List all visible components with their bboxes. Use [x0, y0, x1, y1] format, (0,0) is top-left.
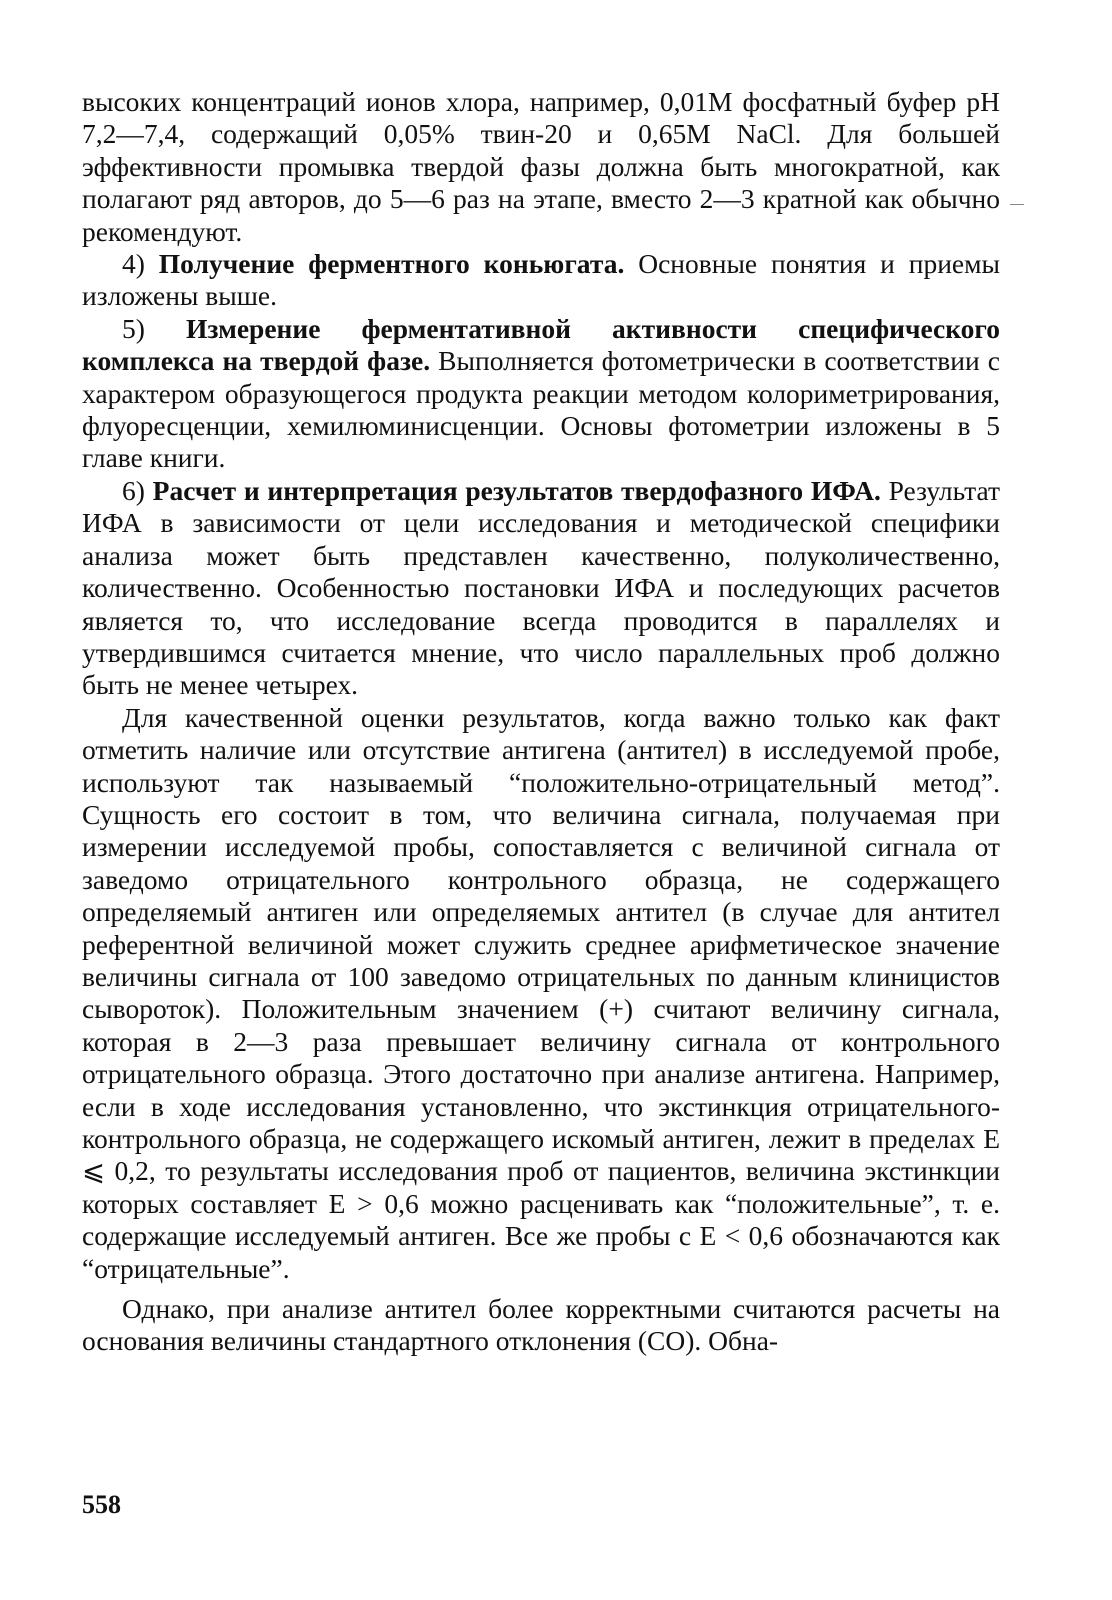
paragraph-3-text: Выполняется фотометрически в соответствии с характером образующегося продукта реакции методом колориметрирования, флуоресценции, хемилюминисценции. Основы фотометрии изложены в 5 главе книги. — [82, 345, 1000, 474]
paragraph-2-text: Основные понятия и приемы изложены выше. — [82, 248, 1000, 312]
heading-results-interpretation: Расчет и интерпретация результатов твердофазного ИФА. — [152, 474, 881, 506]
page-number: 558 — [82, 1490, 121, 1519]
heading-enzyme-conjugate: Получение ферментного коньюгата. — [158, 248, 625, 280]
paragraph-2 — [82, 248, 1000, 313]
list-number-5: 5) — [122, 312, 187, 344]
heading-enzymatic-activity: Измерение ферментативной активности специфического комплекса на твердой фазе. — [82, 312, 1000, 377]
paragraph-4-text: Результат ИФА в зависимости от цели исследования и методической специфики анализа может быть представлен качественно, полуколичественно, количественно. Особенностью постановки ИФА и последующих расчетов является то, что исследование всегда проводится в параллелях и утвердившимся считается мнение, что число параллельных проб должно быть не менее четырех. — [82, 474, 1000, 701]
paragraph-1: высоких концентраций ионов хлора, например, 0,01М фосфатный буфер pH 7,2—7,4, содержащий 0,05% твин-20 и 0,65М NaCl. Для большей эффективности промывка твердой фазы должна быть многократной, как полагают ряд авторов, до 5—6 раз на этапе, вместо 2—3 кратной как обычно рекомендуют. — [82, 86, 1000, 247]
paragraph-4 — [82, 475, 1000, 702]
list-number-4: 4) — [122, 248, 159, 280]
paragraph-5: Для качественной оценки результатов, когда важно только как факт отметить наличие или отсутствие антигена (антител) в исследуемой пробе, используют так называемый “положительно-отрицательный метод”. Сущность его состоит в том, что величина сигнала, получаемая при измерении исследуемой пробы, сопоставляется с величиной сигнала от заведомо отрицательного контрольного образца, не содержащего определяемый антиген или определяемых антител (в случае для антител референтной величиной может служить среднее арифметическое значение величины сигнала от 100 заведомо отрицательных по данным клиницистов сывороток). Положительным значением (+) считают величину сигнала, которая в 2—3 раза превышает величину сигнала от контрольного отрицательного образца. Этого достаточно при анализе антигена. Например, если в ходе исследования установленно, что экстинкция отрицательного-контрольного образца, не содержащего искомый антиген, лежит в пределах E ⩽ 0,2, то результаты исследования проб от пациентов, величина экстинкции которых составляет E > 0,6 можно расценивать как “положительные”, т. е. содержащие исследуемый антиген. Все же пробы с E < 0,6 обозначаются как “отрицательные”. — [82, 701, 1000, 1284]
page-body — [82, 86, 1000, 1358]
list-number-6: 6) — [122, 474, 153, 506]
paragraph-3 — [82, 313, 1000, 475]
paragraph-6: Однако, при анализе антител более корректными считаются расчеты на основания величины стандартного отклонения (СО). Обна- — [82, 1293, 1000, 1357]
scan-artifact-mark — [1010, 204, 1024, 205]
